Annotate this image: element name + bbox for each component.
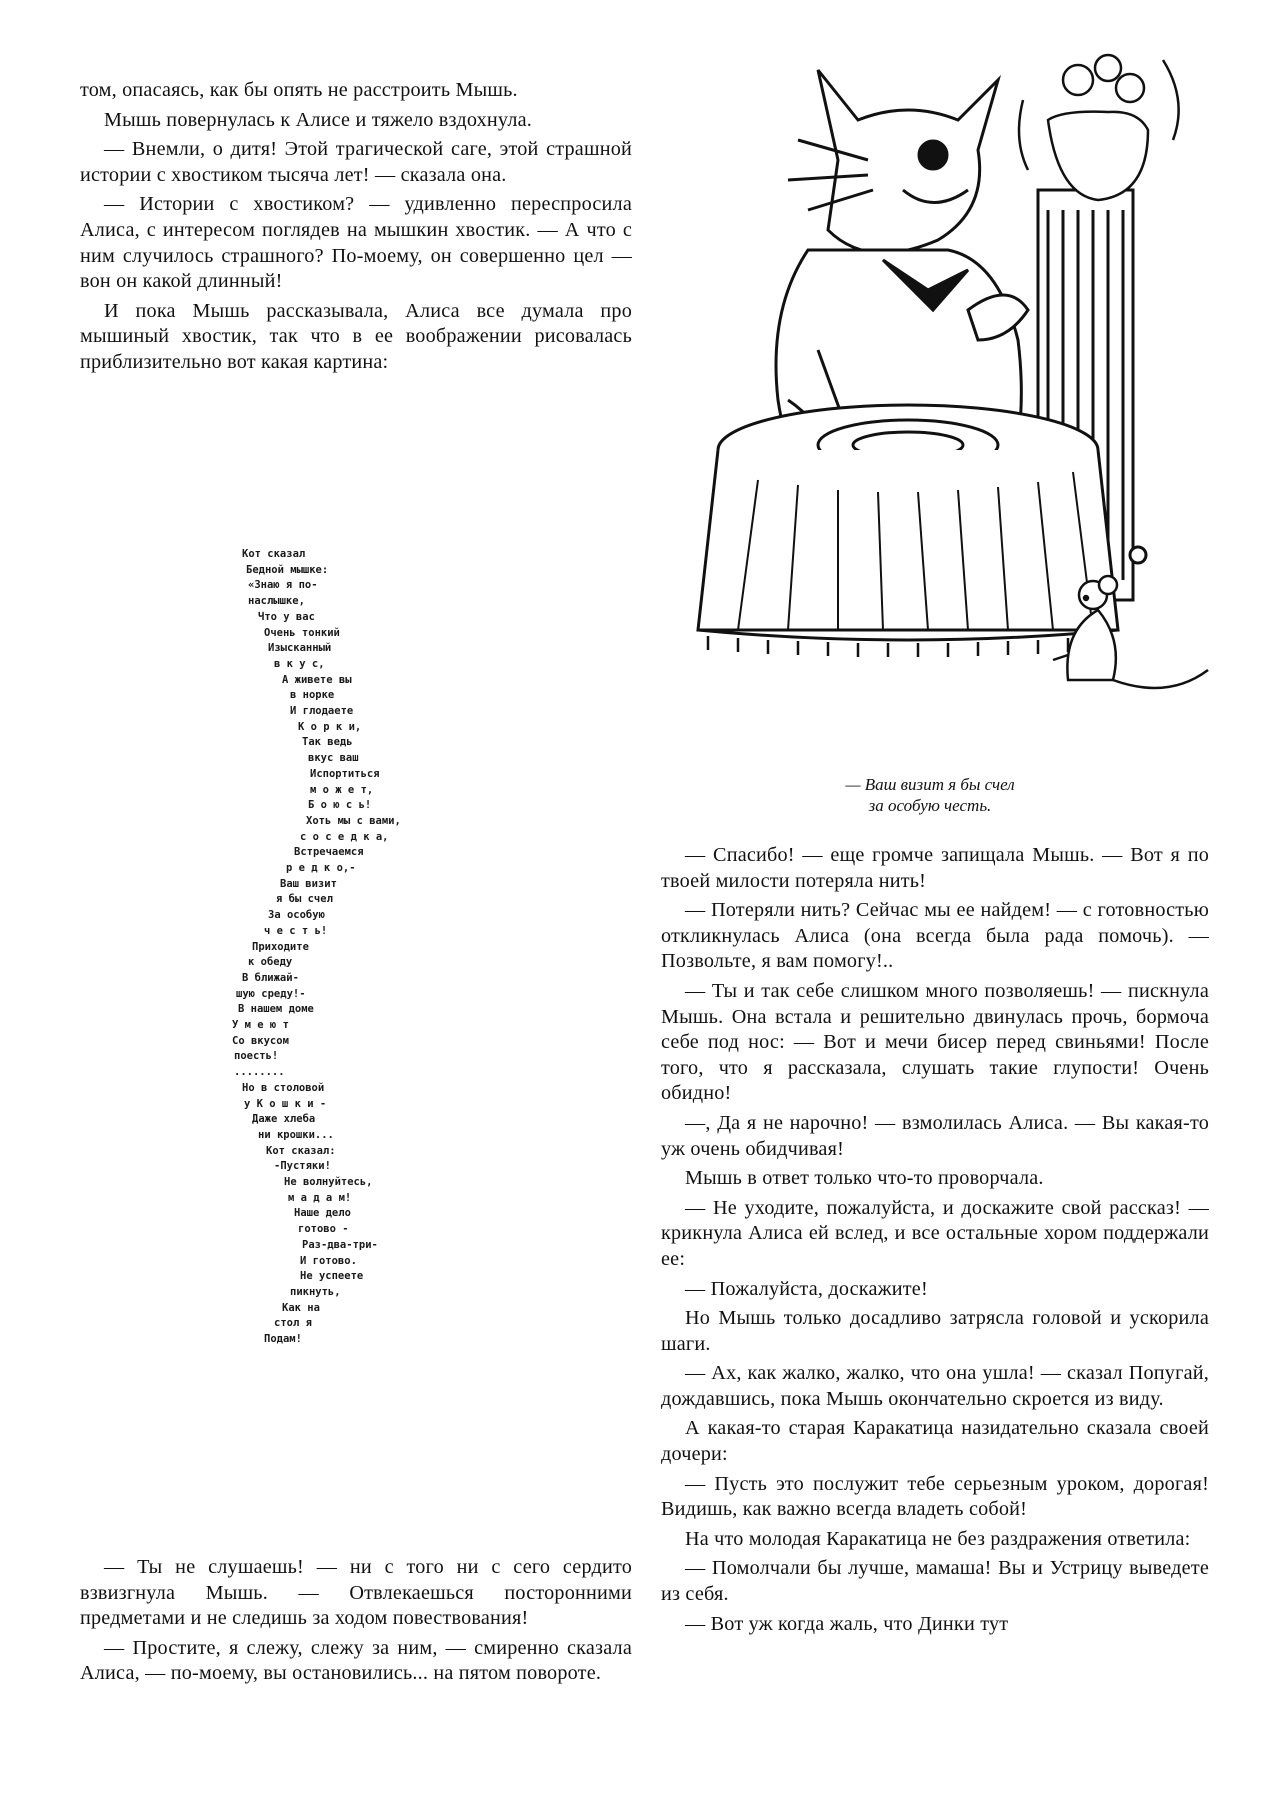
caption-line: за особую честь.: [868, 796, 992, 815]
tail-poem-line: Кот сказал: [242, 548, 306, 560]
tail-poem-line: наслышке,: [248, 595, 305, 608]
tail-poem-line: И глодаете: [290, 705, 354, 717]
tail-poem-line: Даже хлеба: [252, 1113, 316, 1126]
tail-poem-line: Б о ю с ь!: [308, 799, 372, 812]
tail-poem-line: к обеду: [248, 956, 293, 969]
tail-poem-line: пикнуть,: [290, 1285, 341, 1298]
tail-poem-line: В нашем доме: [238, 1003, 314, 1016]
caption-line: — Ваш визит я бы счел: [845, 775, 1015, 794]
tail-poem-line: Не успеете: [300, 1270, 364, 1283]
tail-poem-line: у К о ш к и -: [244, 1097, 327, 1110]
paragraph: — Внемли, о дитя! Этой трагической саге, этой страшной истории с хвостиком тысяча лет! — сказала она.: [80, 138, 632, 186]
tail-poem-line: готово -: [298, 1223, 349, 1236]
tail-poem-line: поесть!: [234, 1050, 279, 1063]
tail-poem-line: Раз-два-три-: [302, 1238, 378, 1251]
paragraph: —, Да я не нарочно! — взмолилась Алиса. — Вы какая-то уж очень обидчивая!: [661, 1111, 1209, 1160]
paragraph: — Вот уж когда жаль, что Динки тут: [685, 1612, 1009, 1635]
tail-poem-line: Испортиться: [310, 767, 380, 780]
paragraph: — Ах, как жалко, жалко, что она ушла! — сказал Попугай, дождавшись, пока Мышь окончательно скроется из виду.: [661, 1362, 1209, 1410]
left-column-continuation: [80, 1555, 632, 1691]
tail-poem-line: «Знаю я по-: [248, 579, 318, 592]
tail-poem-line: Так ведь: [302, 736, 353, 749]
paragraph: На что молодая Каракатица не без раздражения ответила:: [685, 1527, 1191, 1550]
cat-and-mouse-illustration: [668, 40, 1228, 765]
tail-poem-line: В ближай-: [242, 971, 299, 984]
paragraph: Мышь повернулась к Алисе и тяжело вздохнула.: [104, 108, 532, 131]
tail-poem-line: стол я: [274, 1317, 312, 1330]
tail-poem-line: вкус ваш: [308, 752, 359, 765]
tail-poem-line: Кот сказал:: [266, 1144, 336, 1157]
tail-poem-line: с о с е д к а,: [300, 830, 389, 843]
left-column: [80, 78, 632, 380]
tail-poem-line: р е д к о,-: [286, 862, 356, 874]
paragraph: — Не уходите, пожалуйста, и доскажите свой рассказ! — крикнула Алиса ей вслед, и все остальные хором поддержали ее:: [661, 1196, 1209, 1270]
tail-poem-line: Приходите: [252, 940, 309, 953]
tail-poem-line: ч е с т ь!: [264, 924, 328, 937]
tail-poem-line: я бы счел: [276, 893, 333, 906]
tail-poem-line: Бедной мышке:: [246, 563, 329, 576]
paragraph: — Потеряли нить? Сейчас мы ее найдем! — с готовностью откликнулась Алиса (она всегда была рада помочь). — Позвольте, я вам помогу!..: [661, 899, 1209, 973]
tail-poem-line: шую среду!-: [236, 987, 306, 1000]
right-column: [661, 843, 1209, 1641]
paragraph: Но Мышь только досадливо затрясла головой и ускорила шаги.: [661, 1307, 1209, 1355]
tail-poem-line: ни крошки...: [258, 1128, 334, 1141]
paragraph: — Пожалуйста, доскажите!: [685, 1277, 928, 1300]
tail-poem-line: в норке: [290, 689, 335, 702]
tail-poem-line: Не волнуйтесь,: [284, 1176, 373, 1188]
tail-poem-line: Как на: [282, 1301, 320, 1314]
tail-poem-line: ........: [234, 1066, 285, 1079]
tail-poem-line: м а д а м!: [288, 1191, 352, 1204]
tail-poem-line: Что у вас: [258, 610, 315, 623]
tail-poem-line: И готово.: [300, 1254, 357, 1267]
tail-poem-line: в к у с,: [274, 657, 325, 670]
tail-poem-line: Встречаемся: [294, 846, 364, 859]
tail-poem-line: Подам!: [264, 1333, 302, 1345]
paragraph: — Ты не слушаешь! — ни с того ни с сего сердито взвизгнула Мышь. — Отвлекаешься посторонними предметами и не следишь за ходом повествования!: [80, 1556, 632, 1630]
tail-poem-line: Со вкусом: [232, 1034, 289, 1047]
tail-poem-line: Но в столовой: [242, 1081, 325, 1094]
tail-poem-line: м о ж е т,: [310, 783, 374, 796]
paragraph: — Пусть это послужит тебе серьезным уроком, дорогая! Видишь, как важно всегда владеть собой!: [661, 1472, 1209, 1521]
paragraph: — Истории с хвостиком? — удивленно переспросила Алиса, с интересом поглядев на мышкин хвостик. — А что с ним случилось страшного? По-моему, он совершенно цел — вон он какой длинный!: [80, 193, 632, 293]
flower-vase-drawing: [1019, 55, 1179, 200]
tail-poem-line: Изысканный: [268, 642, 332, 655]
tail-poem-line: К о р к и,: [298, 720, 362, 733]
paragraph: — Помолчали бы лучше, мамаша! Вы и Устрицу выведете из себя.: [661, 1557, 1209, 1606]
tail-poem-line: Наше дело: [294, 1207, 351, 1220]
paragraph: Мышь в ответ только что-то проворчала.: [685, 1167, 1044, 1190]
table-drawing: [698, 405, 1118, 657]
tail-poem-line: -Пустяки!: [274, 1160, 331, 1173]
paragraph: — Ты и так себе слишком много позволяешь! — пискнула Мышь. Она встала и решительно двинулась прочь, бормоча себе под нос: — Вот и мечи бисер перед свиньями! После того, что я рассказала, слушать такие глупости! Очень обидно!: [661, 979, 1209, 1105]
tail-poem-line: А живете вы: [282, 673, 352, 686]
tail-poem-line: За особую: [268, 909, 325, 922]
paragraph: И пока Мышь рассказывала, Алиса все думала про мышиный хвостик, так что в ее воображении рисовалась приблизительно вот какая картина:: [80, 299, 632, 373]
tail-poem-line: Хоть мы с вами,: [306, 814, 401, 827]
tail-poem-line: Ваш визит: [280, 877, 337, 890]
paragraph: — Простите, я слежу, слежу за ним, — смиренно сказала Алиса, — по-моему, вы остановились... на пятом повороте.: [80, 1636, 632, 1685]
illustration-caption: [760, 774, 1100, 816]
paragraph: том, опасаясь, как бы опять не расстроить Мышь.: [80, 79, 518, 101]
paragraph: А какая-то старая Каракатица назидательно сказала своей дочери:: [661, 1417, 1209, 1466]
tail-poem-line: У м е ю т: [232, 1019, 289, 1031]
tail-poem-line: Очень тонкий: [264, 626, 340, 639]
paragraph: — Спасибо! — еще громче запищала Мышь. — Вот я по твоей милости потеряла нить!: [661, 844, 1209, 892]
